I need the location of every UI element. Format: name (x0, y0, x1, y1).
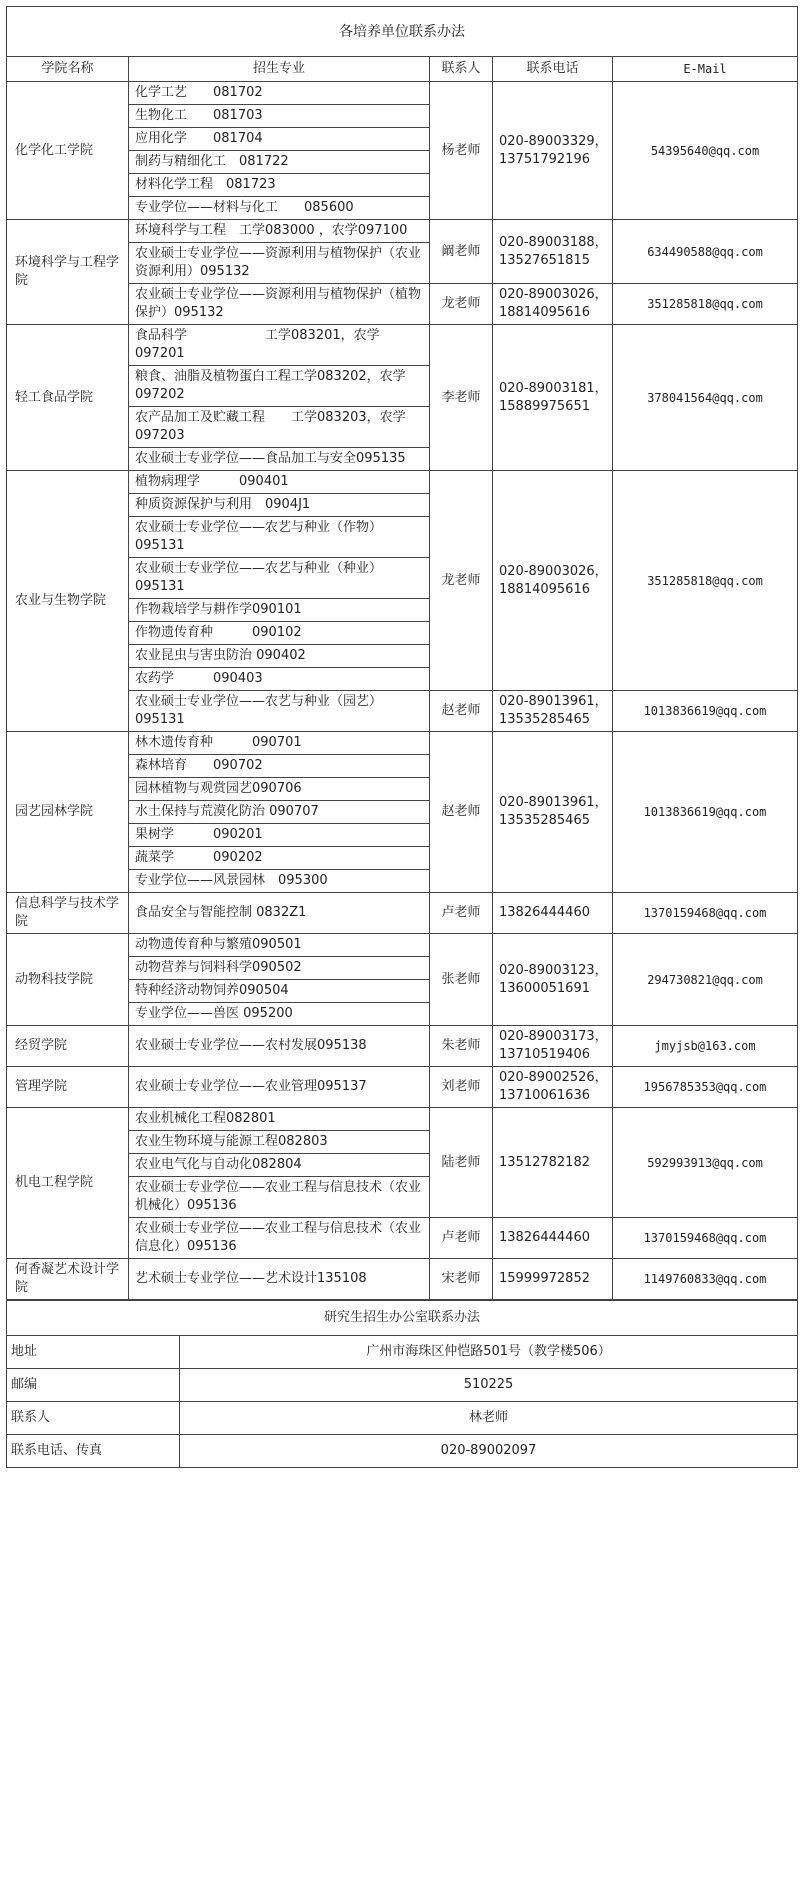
major-item: 农业机械化工程082801 (129, 1108, 430, 1131)
header-email: E-Mail (613, 57, 798, 82)
contact-email: 1013836619@qq.com (613, 691, 798, 732)
major-item: 应用化学 081704 (129, 128, 430, 151)
contact-email: 634490588@qq.com (613, 220, 798, 284)
graduate-office-row (7, 1402, 798, 1435)
major-item: 农业昆虫与害虫防治 090402 (129, 645, 430, 668)
contact-phone: 13512782182 (493, 1108, 613, 1218)
major-item: 农业硕士专业学位——农艺与种业（园艺） 095131 (129, 691, 430, 732)
major-item: 植物病理学 090401 (129, 471, 430, 494)
contact-phone: 020-89003123，13600051691 (493, 934, 613, 1026)
major-item: 粮食、油脂及植物蛋白工程工学083202，农学097202 (129, 366, 430, 407)
office-label-phone: 联系电话、传真 (7, 1435, 180, 1468)
office-label-contact: 联系人 (7, 1402, 180, 1435)
major-item: 农业生物环境与能源工程082803 (129, 1131, 430, 1154)
contact-email: 351285818@qq.com (613, 284, 798, 325)
contact-phone: 020-89003026，18814095616 (493, 471, 613, 691)
header-phone: 联系电话 (493, 57, 613, 82)
college-name: 农业与生物学院 (7, 471, 129, 732)
contact-person: 刘老师 (430, 1067, 493, 1108)
major-item: 农业硕士专业学位——农业工程与信息技术（农业机械化）095136 (129, 1177, 430, 1218)
table-row (7, 220, 798, 243)
major-item: 艺术硕士专业学位——艺术设计135108 (129, 1259, 430, 1300)
major-item: 农产品加工及贮藏工程 工学083203，农学097203 (129, 407, 430, 448)
major-item: 作物栽培学与耕作学090101 (129, 599, 430, 622)
graduate-office-title-row (7, 1301, 798, 1336)
graduate-office-row (7, 1435, 798, 1468)
contact-person: 赵老师 (430, 732, 493, 893)
office-label-address: 地址 (7, 1336, 180, 1369)
major-item: 农业硕士专业学位——食品加工与安全095135 (129, 448, 430, 471)
contact-person: 龙老师 (430, 284, 493, 325)
contact-email: 351285818@qq.com (613, 471, 798, 691)
contact-email: 378041564@qq.com (613, 325, 798, 471)
contact-phone: 020-89003181，15889975651 (493, 325, 613, 471)
graduate-office-row (7, 1336, 798, 1369)
contact-email: 294730821@qq.com (613, 934, 798, 1026)
major-item: 环境科学与工程 工学083000 ，农学097100 (129, 220, 430, 243)
table-title-row (7, 7, 798, 57)
table-row (7, 1026, 798, 1067)
major-item: 专业学位——风景园林 095300 (129, 870, 430, 893)
college-name: 机电工程学院 (7, 1108, 129, 1259)
contact-person: 宋老师 (430, 1259, 493, 1300)
header-row (7, 57, 798, 82)
contact-document (6, 6, 797, 1468)
table-row (7, 471, 798, 494)
college-name: 管理学院 (7, 1067, 129, 1108)
contact-phone: 13826444460 (493, 1218, 613, 1259)
contact-email: 1149760833@qq.com (613, 1259, 798, 1300)
table-row (7, 1259, 798, 1300)
contact-person: 赵老师 (430, 691, 493, 732)
major-item: 林木遗传育种 090701 (129, 732, 430, 755)
major-item: 生物化工 081703 (129, 105, 430, 128)
office-value-contact: 林老师 (180, 1402, 798, 1435)
header-college: 学院名称 (7, 57, 129, 82)
college-name: 何香凝艺术设计学院 (7, 1259, 129, 1300)
contact-phone: 020-89013961，13535285465 (493, 732, 613, 893)
major-item: 材料化学工程 081723 (129, 174, 430, 197)
contact-email: 592993913@qq.com (613, 1108, 798, 1218)
major-item: 特种经济动物饲养090504 (129, 980, 430, 1003)
major-item: 农业硕士专业学位——农艺与种业（作物） 095131 (129, 517, 430, 558)
office-value-postcode: 510225 (180, 1369, 798, 1402)
college-name: 动物科技学院 (7, 934, 129, 1026)
contact-phone: 020-89013961，13535285465 (493, 691, 613, 732)
major-item: 果树学 090201 (129, 824, 430, 847)
college-name: 信息科学与技术学院 (7, 893, 129, 934)
contact-phone: 020-89003026，18814095616 (493, 284, 613, 325)
major-item: 动物营养与饲料科学090502 (129, 957, 430, 980)
major-item: 蔬菜学 090202 (129, 847, 430, 870)
contact-email: 1370159468@qq.com (613, 893, 798, 934)
major-item: 作物遗传育种 090102 (129, 622, 430, 645)
major-item: 农业硕士专业学位——农艺与种业（种业） 095131 (129, 558, 430, 599)
header-contact: 联系人 (430, 57, 493, 82)
contact-email: 1956785353@qq.com (613, 1067, 798, 1108)
document-title: 各培养单位联系办法 (7, 7, 798, 57)
contact-phone: 020-89003173，13710519406 (493, 1026, 613, 1067)
contact-email: 1013836619@qq.com (613, 732, 798, 893)
graduate-office-title: 研究生招生办公室联系办法 (7, 1301, 798, 1336)
graduate-office-table (6, 1300, 798, 1468)
major-item: 专业学位——材料与化工 085600 (129, 197, 430, 220)
major-item: 水土保持与荒漠化防治 090707 (129, 801, 430, 824)
header-major: 招生专业 (129, 57, 430, 82)
table-row (7, 82, 798, 105)
table-row (7, 732, 798, 755)
contact-person: 龙老师 (430, 471, 493, 691)
table-row (7, 1067, 798, 1108)
contact-person: 李老师 (430, 325, 493, 471)
contact-phone: 020-89002526，13710061636 (493, 1067, 613, 1108)
contact-person: 陆老师 (430, 1108, 493, 1218)
major-item: 农业硕士专业学位——资源利用与植物保护（植物保护）095132 (129, 284, 430, 325)
major-item: 食品安全与智能控制 0832Z1 (129, 893, 430, 934)
table-row (7, 934, 798, 957)
major-item: 动物遗传育种与繁殖090501 (129, 934, 430, 957)
office-value-phone: 020-89002097 (180, 1435, 798, 1468)
graduate-office-row (7, 1369, 798, 1402)
contact-person: 朱老师 (430, 1026, 493, 1067)
college-name: 经贸学院 (7, 1026, 129, 1067)
contact-person: 卢老师 (430, 893, 493, 934)
major-item: 专业学位——兽医 095200 (129, 1003, 430, 1026)
major-item: 种质资源保护与利用 0904J1 (129, 494, 430, 517)
major-item: 农业硕士专业学位——农业工程与信息技术（农业信息化）095136 (129, 1218, 430, 1259)
major-item: 农业硕士专业学位——农村发展095138 (129, 1026, 430, 1067)
contact-email: 1370159468@qq.com (613, 1218, 798, 1259)
office-label-postcode: 邮编 (7, 1369, 180, 1402)
major-item: 农业硕士专业学位——资源利用与植物保护（农业资源利用）095132 (129, 243, 430, 284)
contact-email: jmyjsb@163.com (613, 1026, 798, 1067)
college-contact-table (6, 6, 798, 1300)
contact-person: 张老师 (430, 934, 493, 1026)
major-item: 园林植物与观赏园艺090706 (129, 778, 430, 801)
college-name: 园艺园林学院 (7, 732, 129, 893)
major-item: 制药与精细化工 081722 (129, 151, 430, 174)
major-item: 农业硕士专业学位——农业管理095137 (129, 1067, 430, 1108)
contact-phone: 13826444460 (493, 893, 613, 934)
contact-phone: 020-89003188，13527651815 (493, 220, 613, 284)
office-value-address: 广州市海珠区仲恺路501号（教学楼506） (180, 1336, 798, 1369)
major-item: 食品科学 工学083201，农学097201 (129, 325, 430, 366)
table-row (7, 325, 798, 366)
major-item: 森林培育 090702 (129, 755, 430, 778)
major-item: 农药学 090403 (129, 668, 430, 691)
contact-person: 杨老师 (430, 82, 493, 220)
college-name: 环境科学与工程学院 (7, 220, 129, 325)
contact-person: 卢老师 (430, 1218, 493, 1259)
contact-person: 阚老师 (430, 220, 493, 284)
major-item: 农业电气化与自动化082804 (129, 1154, 430, 1177)
table-row (7, 1108, 798, 1131)
major-item: 化学工艺 081702 (129, 82, 430, 105)
contact-phone: 020-89003329，13751792196 (493, 82, 613, 220)
contact-email: 54395640@qq.com (613, 82, 798, 220)
contact-phone: 15999972852 (493, 1259, 613, 1300)
table-row (7, 893, 798, 934)
college-name: 化学化工学院 (7, 82, 129, 220)
college-name: 轻工食品学院 (7, 325, 129, 471)
